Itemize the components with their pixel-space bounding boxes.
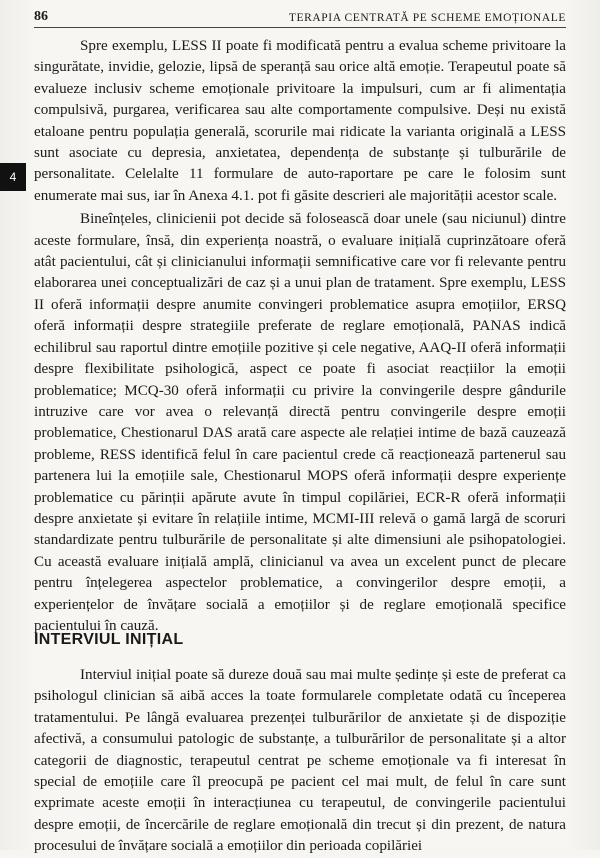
chapter-tab-label: 4 xyxy=(9,170,17,184)
paragraph: Spre exemplu, LESS II poate fi modificată pentru a evalua scheme privitoare la singurătate, invidie, gelozie, lipsă de speranță sau orice altă emoție. Terapeutul poate să evalueze inclusiv scheme emoționale privitoare la impulsuri, cum ar fi alimentația compulsivă, purgarea, verificarea sau alte comportamente compulsive. Deși nu există etaloane pentru populația generală, scorurile mai ridicate la varianta originală a LESS sunt asociate cu depresia, anxietatea, dependența de substanțe și tulburările de personalitate. Celelalte 11 formulare de auto-raportare pe care le folosim sunt enumerate mai sus, iar în Anexa 4.1. pot fi găsite descrieri ale majorității acestor scale. xyxy=(34,38,566,204)
page-number: 86 xyxy=(34,9,48,24)
chapter-tab xyxy=(0,163,26,191)
paragraph: Bineînțeles, clinicienii pot decide să folosească doar unele (sau niciunul) dintre aceste formulare, însă, din experiența noastră, o evaluare inițială cuprinzătoare oferă atât pacientului, cât și clinicianului informații semnificative care vor fi relevante pentru elaborarea unei conceptualizări de caz și a unui plan de tratament. Spre exemplu, LESS II oferă informații despre anumite convingeri problematice asupra emoțiilor, ERSQ oferă informații despre strategiile preferate de reglare emoțională, PANAS indică echilibrul sau raportul dintre emoțiile pozitive și cele negative, AAQ-II oferă informații despre flexibilitate psihologică, aspect ce poate fi asociat reacțiilor la emoții problematice; MCQ-30 oferă informații cu privire la convingerile despre gândurile intruzive care vor avea o relevanță directă pentru convingerile despre emoții problematice, Chestionarul DAS arată care aspecte ale relației intime de bază cauzează probleme, RESS identifică felul în care pacientul crede că reacționează partenerul sau partenera lui la emoțiile sale, Chestionarul MOPS oferă informații despre experiențe problematice cu părinții apărute avute în timpul copilăriei, ECR-R oferă informații despre anxietate și evitare în relațiile intime, MCMI-III relevă o gamă largă de scoruri standardizate pentru tulburările de personalitate și alte dimensiuni ale psihopatologiei. Cu această evaluare inițială amplă, clinicianul va avea un excelent punct de plecare pentru înțelegerea aspectelor problematice, a convingerilor despre emoții, a experiențelor de învățare socială a emoțiilor și de reglare emoțională specifice pacientului în cauză. xyxy=(34,211,566,634)
body-text xyxy=(34,36,566,637)
paragraph: Interviul inițial poate să dureze două sau mai multe ședințe și este de preferat ca psihologul clinician să aibă acces la toate formularele completate odată cu începerea tratamentului. Pe lângă evaluarea prezenței tulburărilor de anxietate și de dispoziție afectivă, a consumului patologic de substanțe, a tulburărilor de personalitate și a altor categorii de diagnostic, terapeutul centrat pe scheme emoționale va fi interesat în special de emoțiile care îl preocupă pe pacient cel mai mult, de felul în care sunt exprimate aceste emoții în interacțiunea cu terapeutul, de convingerile pacientului despre emoții, de încercările de reglare emoțională din trecut și din prezent, de natura procesului de învățare socială a emoțiilor din perioada copilăriei xyxy=(34,667,566,855)
running-head: TERAPIA CENTRATĂ PE SCHEME EMOȚIONALE xyxy=(288,12,566,24)
section-body-text xyxy=(34,665,566,858)
section-heading: INTERVIUL INIȚIAL xyxy=(34,631,184,648)
page-header xyxy=(34,5,566,28)
